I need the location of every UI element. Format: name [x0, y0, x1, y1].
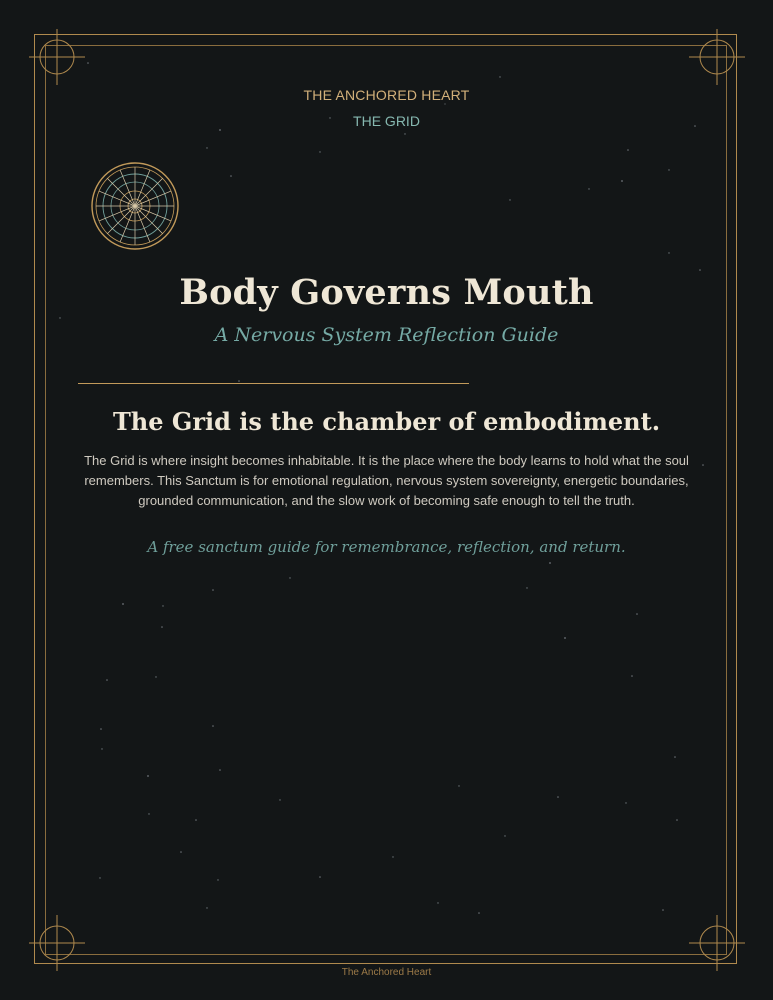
footer-brand: The Anchored Heart [341, 967, 432, 978]
intro-heading: The Grid is the chamber of embodiment. [112, 407, 661, 436]
corner-ornament-top-right-icon [689, 29, 745, 85]
brand-name: THE ANCHORED HEART [303, 87, 470, 103]
intro-paragraph: The Grid is where insight becomes inhabitable. It is the place where the body learns to hold what the soul remembers. This Sanctum is for emotional regulation, nervous system sovereignty, energetic boundaries, grounded communication, and the slow work of becoming safe enough to tell the truth. [84, 453, 689, 508]
corner-ornament-bottom-left-icon [29, 915, 85, 971]
page-title: Body Governs Mouth [179, 272, 594, 313]
corner-ornament-top-left-icon [29, 29, 85, 85]
section-divider [78, 383, 469, 384]
corner-ornament-bottom-right-icon [689, 915, 745, 971]
section-label: THE GRID [353, 113, 420, 129]
intro-tagline: A free sanctum guide for remembrance, reflection, and return. [147, 538, 626, 556]
page-subtitle: A Nervous System Reflection Guide [214, 324, 559, 346]
radial-grid-emblem-icon [90, 161, 180, 251]
